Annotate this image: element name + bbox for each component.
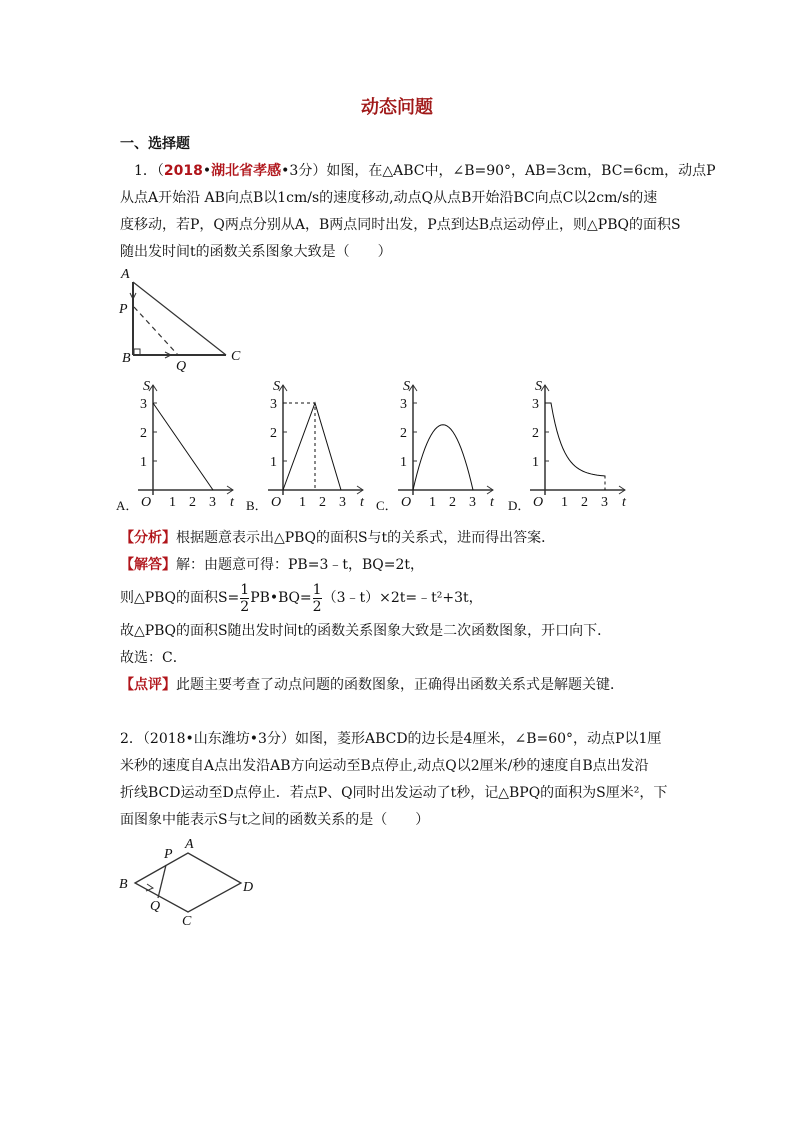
graph-curve xyxy=(283,403,341,490)
y-tick-label: 3 xyxy=(140,397,147,412)
x-axis-label: t xyxy=(360,495,364,510)
solution-tag: 【解答】 xyxy=(120,557,176,573)
origin-label: O xyxy=(533,495,544,510)
y-tick-label: 3 xyxy=(532,397,539,412)
q1-text: •3分）如图，在△ABC中，∠B=90°，AB=3cm，BC=6cm，动点P xyxy=(281,163,716,179)
label-P: P xyxy=(164,847,173,862)
option-label: A． xyxy=(116,498,139,513)
denominator: 2 xyxy=(240,598,250,615)
label-D: D xyxy=(243,880,254,895)
label-B: B xyxy=(119,877,128,892)
graph-curve xyxy=(413,425,473,490)
denominator: 2 xyxy=(312,598,322,615)
x-tick-label: 3 xyxy=(209,495,216,510)
page-title: 动态问题 xyxy=(361,97,433,118)
solution-conclusion: 故△PBQ的面积S随出发时间t的函数关系图象大致是二次函数图象，开口向下． xyxy=(120,623,612,639)
label-C: C xyxy=(182,914,192,929)
q1-line-4: 随出发时间t的函数关系图象大致是（ ） xyxy=(120,244,392,260)
origin-label: O xyxy=(401,495,412,510)
q1-place: 湖北省孝感 xyxy=(211,163,282,179)
x-tick-label: 1 xyxy=(561,495,568,510)
q1-line-3: 度移动，若P，Q两点分别从A，B两点同时出发，P点到达B点运动停止，则△PBQ的面积S xyxy=(120,217,681,233)
comment-tag: 【点评】 xyxy=(120,677,176,693)
label-A: A xyxy=(185,837,194,852)
solution-formula xyxy=(120,581,483,615)
x-tick-label: 2 xyxy=(189,495,196,510)
q1-dot: • xyxy=(202,163,212,179)
comment-text: 此题主要考查了动点问题的函数图象，正确得出函数关系式是解题关键． xyxy=(176,677,624,693)
numerator: 1 xyxy=(312,581,322,598)
y-tick-label: 2 xyxy=(400,426,407,441)
comment xyxy=(120,675,624,695)
x-tick-label: 2 xyxy=(581,495,588,510)
origin-label: O xyxy=(271,495,282,510)
y-tick-label: 2 xyxy=(140,426,147,441)
x-tick-label: 3 xyxy=(469,495,476,510)
numerator: 1 xyxy=(240,581,250,598)
y-tick-label: 1 xyxy=(140,455,147,470)
y-tick-label: 2 xyxy=(270,426,277,441)
formula-part: 则△PBQ的面积S= xyxy=(120,590,240,606)
label-B: B xyxy=(122,351,131,366)
option-label: B． xyxy=(246,498,268,513)
q1-line-1 xyxy=(134,161,716,181)
y-tick-label: 2 xyxy=(532,426,539,441)
y-tick-label: 1 xyxy=(270,455,277,470)
q2-line-1: 2．（2018•山东潍坊•3分）如图，菱形ABCD的边长是4厘米，∠B=60°，动点P以1厘 xyxy=(120,731,662,747)
x-axis-label: t xyxy=(622,495,626,510)
graph-curve xyxy=(153,403,213,490)
y-tick-label: 3 xyxy=(270,397,277,412)
label-A: A xyxy=(121,267,130,282)
section-heading: 一、选择题 xyxy=(120,136,190,152)
y-axis-label: S xyxy=(403,379,410,394)
q1-year: 2018 xyxy=(163,163,203,179)
q1-line-2: 从点A开始沿 AB向点B以1cm/s的速度移动,动点Q从点B开始沿BC向点C以2cm/s的速 xyxy=(120,190,658,206)
analysis-text: 根据题意表示出△PBQ的面积S与t的关系式，进而得出答案． xyxy=(176,530,556,546)
option-label: D． xyxy=(508,498,531,513)
x-tick-label: 3 xyxy=(339,495,346,510)
q2-line-3: 折线BCD运动至D点停止．若点P、Q同时出发运动了t秒，记△BPQ的面积为S厘米²，下 xyxy=(120,785,668,801)
label-P: P xyxy=(119,302,128,317)
label-Q: Q xyxy=(150,899,161,914)
y-tick-label: 1 xyxy=(532,455,539,470)
solution xyxy=(120,555,424,575)
label-Q: Q xyxy=(176,359,187,374)
q1-number: 1．（ xyxy=(134,163,164,179)
y-axis-label: S xyxy=(535,379,542,394)
solution-text: 解：由题意可得：PB=3﹣t，BQ=2t， xyxy=(176,557,425,573)
y-tick-label: 3 xyxy=(400,397,407,412)
q2-line-4: 面图象中能表示S与t之间的函数关系的是（ ） xyxy=(120,812,430,828)
answer: 故选：C． xyxy=(120,650,187,666)
origin-label: O xyxy=(141,495,152,510)
label-C: C xyxy=(231,349,241,364)
x-tick-label: 1 xyxy=(429,495,436,510)
x-tick-label: 1 xyxy=(299,495,306,510)
formula-part: PB•BQ= xyxy=(250,590,312,606)
fraction-half xyxy=(313,582,322,615)
fraction-half xyxy=(240,582,249,615)
x-tick-label: 3 xyxy=(601,495,608,510)
option-label: C． xyxy=(376,498,398,513)
x-axis-label: t xyxy=(230,495,234,510)
formula-part: （3﹣t）×2t=﹣t²+3t， xyxy=(322,590,483,606)
q2-line-2: 米秒的速度自A点出发沿AB方向运动至B点停止,动点Q以2厘米/秒的速度自B点出发沿 xyxy=(120,758,649,774)
graph-curve xyxy=(545,403,605,490)
x-tick-label: 1 xyxy=(169,495,176,510)
x-axis-label: t xyxy=(490,495,494,510)
analysis-tag: 【分析】 xyxy=(120,530,176,546)
y-tick-label: 1 xyxy=(400,455,407,470)
analysis xyxy=(120,528,555,548)
x-tick-label: 2 xyxy=(449,495,456,510)
y-axis-label: S xyxy=(143,379,150,394)
x-tick-label: 2 xyxy=(319,495,326,510)
y-axis-label: S xyxy=(273,379,280,394)
